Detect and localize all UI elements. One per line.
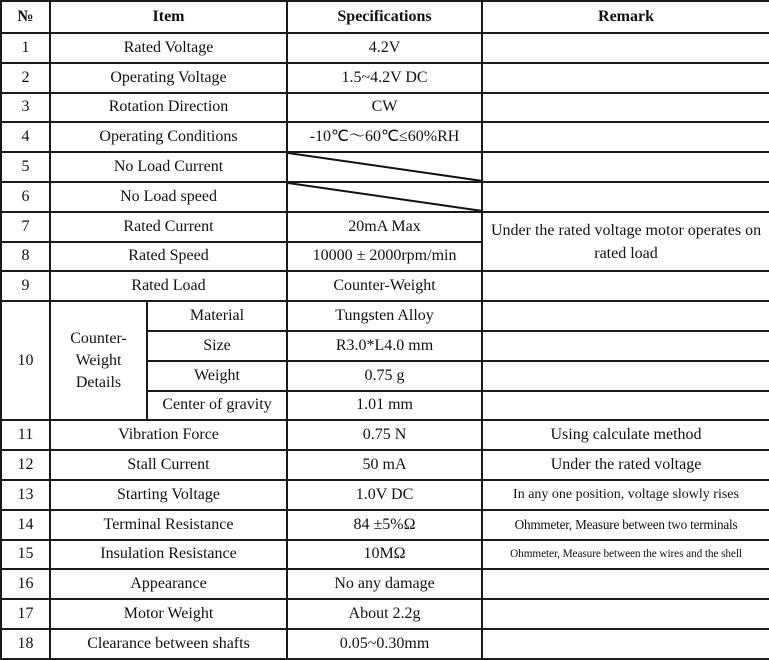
sub-spec: R3.0*L4.0 mm: [287, 331, 482, 361]
table-row: [1, 212, 769, 242]
sub-spec: 0.75 g: [287, 361, 482, 391]
row-remark: Using calculate method: [482, 420, 769, 450]
row-number: 17: [1, 599, 50, 629]
header-spec: Specifications: [287, 1, 482, 33]
row-number: 11: [1, 420, 50, 450]
row-spec-empty: [287, 152, 482, 182]
row-remark: [482, 63, 769, 93]
row-item: Insulation Resistance: [50, 540, 287, 570]
row-remark: Ohmmeter, Measure between the wires and the shell: [482, 540, 769, 570]
row-spec: CW: [287, 93, 482, 123]
table-row: [1, 510, 769, 540]
row-item: Rated Voltage: [50, 33, 287, 63]
row-item: Terminal Resistance: [50, 510, 287, 540]
row-spec: 10000 ± 2000rpm/min: [287, 242, 482, 272]
table-row: [1, 271, 769, 301]
row-remark: [482, 182, 769, 212]
row-remark: [482, 629, 769, 659]
row-spec: 0.05~0.30mm: [287, 629, 482, 659]
diagonal-strike: [288, 183, 481, 211]
table-row: [1, 629, 769, 659]
row-spec: 20mA Max: [287, 212, 482, 242]
row-number: 8: [1, 242, 50, 272]
row-remark: [482, 33, 769, 63]
sub-item: Center of gravity: [147, 391, 287, 421]
row-number: 18: [1, 629, 50, 659]
row-item: Rotation Direction: [50, 93, 287, 123]
row-remark: [482, 301, 769, 331]
row-remark: [482, 152, 769, 182]
row-item-group: Counter-Weight Details: [50, 301, 147, 420]
row-spec: No any damage: [287, 569, 482, 599]
row-number: 13: [1, 480, 50, 510]
row-spec: -10℃～60℃≤60%RH: [287, 122, 482, 152]
row-number: 6: [1, 182, 50, 212]
row-number: 16: [1, 569, 50, 599]
row-item: Rated Load: [50, 271, 287, 301]
row-number: 12: [1, 450, 50, 480]
table-row: [1, 152, 769, 182]
row-item: Rated Speed: [50, 242, 287, 272]
row-remark: [482, 122, 769, 152]
row-remark: [482, 93, 769, 123]
row-spec: Counter-Weight: [287, 271, 482, 301]
row-item: Operating Voltage: [50, 63, 287, 93]
row-spec: 1.5~4.2V DC: [287, 63, 482, 93]
row-spec: 10MΩ: [287, 540, 482, 570]
row-item: Vibration Force: [50, 420, 287, 450]
table-row: [1, 122, 769, 152]
table-row: [1, 93, 769, 123]
row-number: 14: [1, 510, 50, 540]
row-item: Motor Weight: [50, 599, 287, 629]
sub-item: Weight: [147, 361, 287, 391]
table-row: [1, 33, 769, 63]
row-number: 15: [1, 540, 50, 570]
row-remark: [482, 569, 769, 599]
header-item: Item: [50, 1, 287, 33]
row-spec: 50 mA: [287, 450, 482, 480]
header-no: №: [1, 1, 50, 33]
row-item: Operating Conditions: [50, 122, 287, 152]
row-number: 4: [1, 122, 50, 152]
table-row: [1, 420, 769, 450]
header-row: [1, 1, 769, 33]
row-spec: 4.2V: [287, 33, 482, 63]
row-item: Rated Current: [50, 212, 287, 242]
diagonal-strike: [288, 153, 481, 181]
sub-spec: 1.01 mm: [287, 391, 482, 421]
sub-item: Size: [147, 331, 287, 361]
table-row: [1, 182, 769, 212]
row-remark: [482, 271, 769, 301]
row-number: 2: [1, 63, 50, 93]
row-spec: 84 ±5%Ω: [287, 510, 482, 540]
table-row: [1, 301, 769, 331]
row-number: 10: [1, 301, 50, 420]
table-row: [1, 569, 769, 599]
row-remark: Ohmmeter, Measure between two terminals: [482, 510, 769, 540]
row-remark: [482, 599, 769, 629]
row-spec: 1.0V DC: [287, 480, 482, 510]
row-spec: 0.75 N: [287, 420, 482, 450]
table-row: [1, 540, 769, 570]
table-row: [1, 450, 769, 480]
table-row: [1, 63, 769, 93]
row-number: 7: [1, 212, 50, 242]
row-remark: [482, 361, 769, 391]
header-remark: Remark: [482, 1, 769, 33]
table-row: [1, 599, 769, 629]
row-item: No Load speed: [50, 182, 287, 212]
row-remark: In any one position, voltage slowly rises: [482, 480, 769, 510]
row-item: No Load Current: [50, 152, 287, 182]
row-remark: Under the rated voltage: [482, 450, 769, 480]
row-spec-empty: [287, 182, 482, 212]
sub-item: Material: [147, 301, 287, 331]
row-remark: [482, 391, 769, 421]
row-remark-merged: Under the rated voltage motor operates on rated load: [482, 212, 769, 272]
row-number: 3: [1, 93, 50, 123]
row-number: 1: [1, 33, 50, 63]
table-row: [1, 480, 769, 510]
row-number: 5: [1, 152, 50, 182]
row-item: Appearance: [50, 569, 287, 599]
row-item: Stall Current: [50, 450, 287, 480]
row-spec: About 2.2g: [287, 599, 482, 629]
row-item: Clearance between shafts: [50, 629, 287, 659]
sub-spec: Tungsten Alloy: [287, 301, 482, 331]
row-number: 9: [1, 271, 50, 301]
row-item: Starting Voltage: [50, 480, 287, 510]
row-remark: [482, 331, 769, 361]
